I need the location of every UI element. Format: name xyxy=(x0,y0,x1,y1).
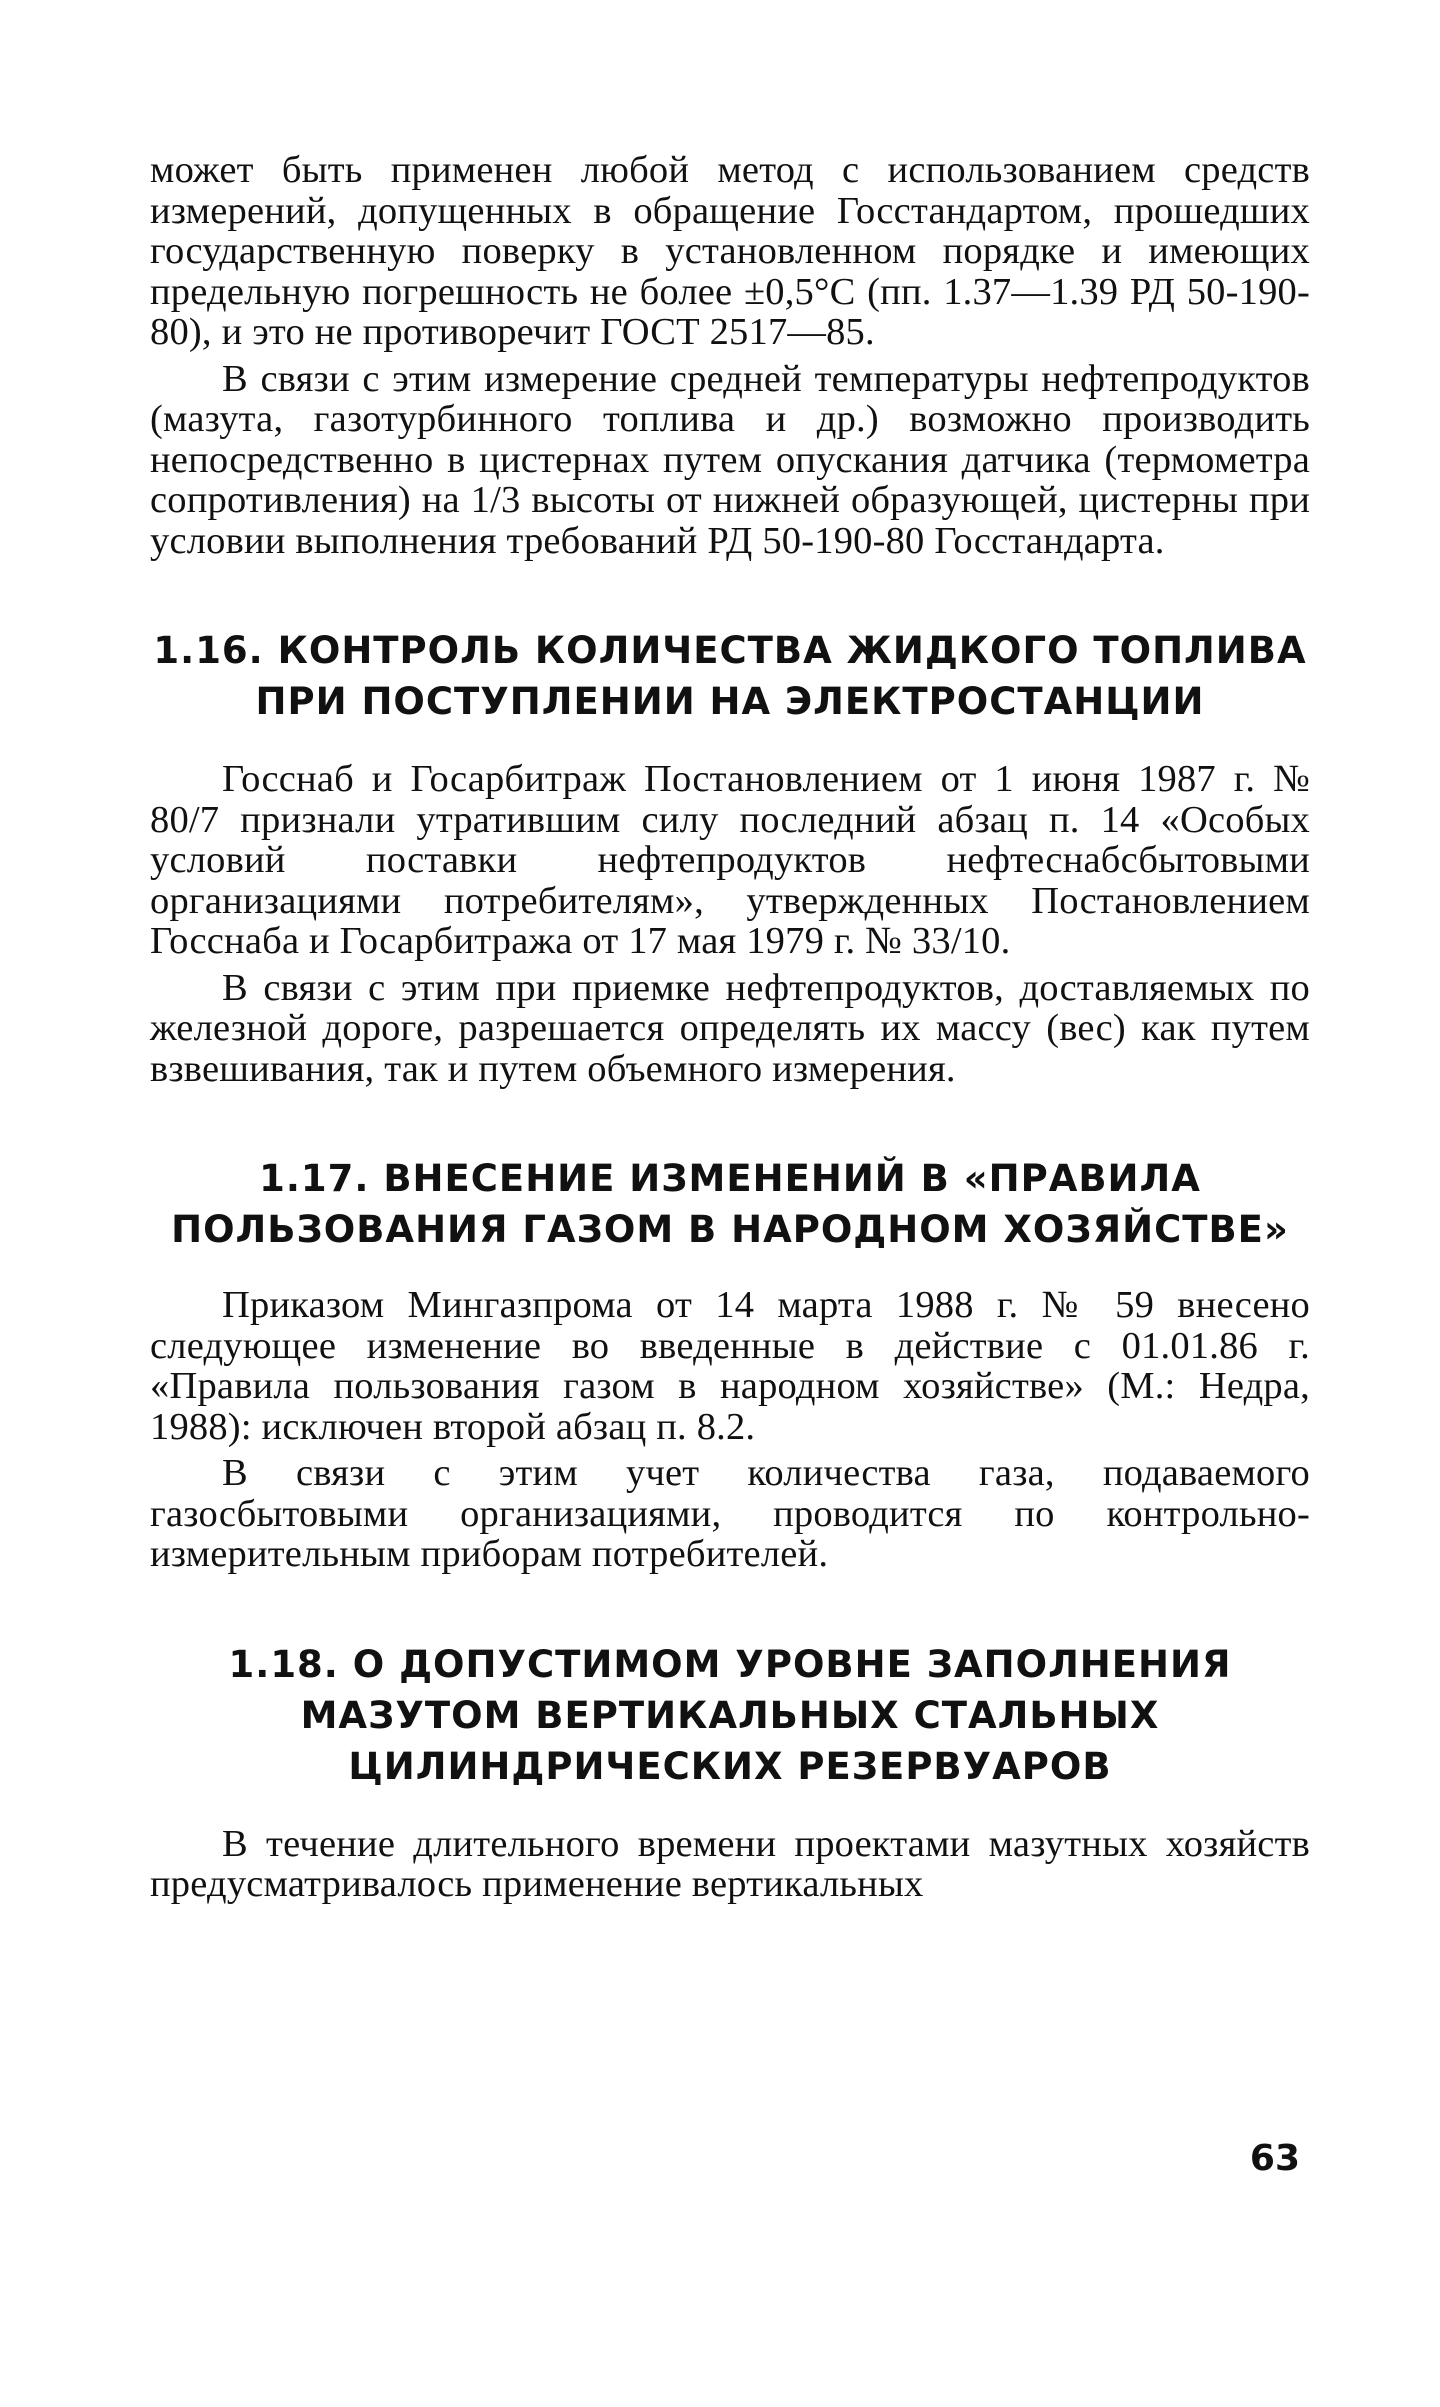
section-heading-1-18-line-1: 1.18. О ДОПУСТИМОМ УРОВНЕ ЗАПОЛНЕНИЯ xyxy=(228,1642,1232,1686)
page-number: 63 xyxy=(1249,2138,1300,2179)
paragraph-gossnab-resolution: Госснаб и Госарбитраж Постановлением от 1 июня 1987 г. № 80/7 признали утратившим силу последний абзац п. 14 «Особых условий поставки нефтепродуктов нефтеснабсбытовыми организациями потребителям», утвержденных Постановлением Госснаба и Госарбитража от 17 мая 1979 г. № 33/10. xyxy=(150,758,1310,962)
section-heading-1-17-line-1: 1.17. ВНЕСЕНИЕ ИЗМЕНЕНИЙ В «ПРАВИЛА xyxy=(259,1157,1201,1200)
section-heading-1-16-line-2: ПРИ ПОСТУПЛЕНИИ НА ЭЛЕКТРОСТАНЦИИ xyxy=(255,680,1205,723)
paragraph-mingazprom-order: Приказом Мингазпрома от 14 марта 1988 г. № 59 внесено следующее изменение во введенные в действие с 01.01.86 г. «Правила пользования газом в народном хозяйстве» (М.: Недра, 1988): исключен второй абзац п. 8.2. xyxy=(150,1284,1310,1448)
section-heading-1-17-line-2: ПОЛЬЗОВАНИЯ ГАЗОМ В НАРОДНОМ ХОЗЯЙСТВЕ» xyxy=(171,1208,1289,1251)
section-heading-1-16 xyxy=(150,625,1310,727)
section-heading-1-18-line-3: ЦИЛИНДРИЧЕСКИХ РЕЗЕРВУАРОВ xyxy=(348,1744,1112,1788)
paragraph-continued: может быть применен любой метод с использованием средств измерений, допущенных в обращение Госстандартом, прошедших государственную поверку в установленном порядке и имеющих предельную погрешность не более ±0,5°С (пп. 1.37—1.39 РД 50-190-80), и это не противоречит ГОСТ 2517—85. xyxy=(150,149,1310,353)
paragraph-rail-acceptance: В связи с этим при приемке нефтепродуктов, доставляемых по железной дороге, разрешается определять их массу (вес) как путем взвешивания, так и путем объемного измерения. xyxy=(150,966,1310,1090)
page-body xyxy=(150,150,1310,1905)
section-heading-1-17 xyxy=(150,1153,1310,1255)
paragraph-temperature-measurement: В связи с этим измерение средней температуры нефтепродуктов (мазута, газотурбинного топлива и др.) возможно производить непосредственно в цистернах путем опускания датчика (термометра сопротивления) на 1/3 высоты от нижней образующей, цистерны при условии выполнения требований РД 50-190-80 Госстандарта. xyxy=(150,357,1310,562)
paragraph-gas-metering: В связи с этим учет количества газа, подаваемого газосбытовыми организациями, проводится по контрольно-измерительным приборам потребителей. xyxy=(150,1452,1310,1575)
section-heading-1-18-line-2: МАЗУТОМ ВЕРТИКАЛЬНЫХ СТАЛЬНЫХ xyxy=(300,1693,1160,1737)
section-heading-1-16-line-1: 1.16. КОНТРОЛЬ КОЛИЧЕСТВА ЖИДКОГО ТОПЛИВА xyxy=(153,629,1307,672)
section-heading-1-18 xyxy=(150,1639,1310,1792)
paragraph-fuel-oil-tanks: В течение длительного времени проектами мазутных хозяйств предусматривалось применение вертикальных xyxy=(150,1822,1310,1905)
